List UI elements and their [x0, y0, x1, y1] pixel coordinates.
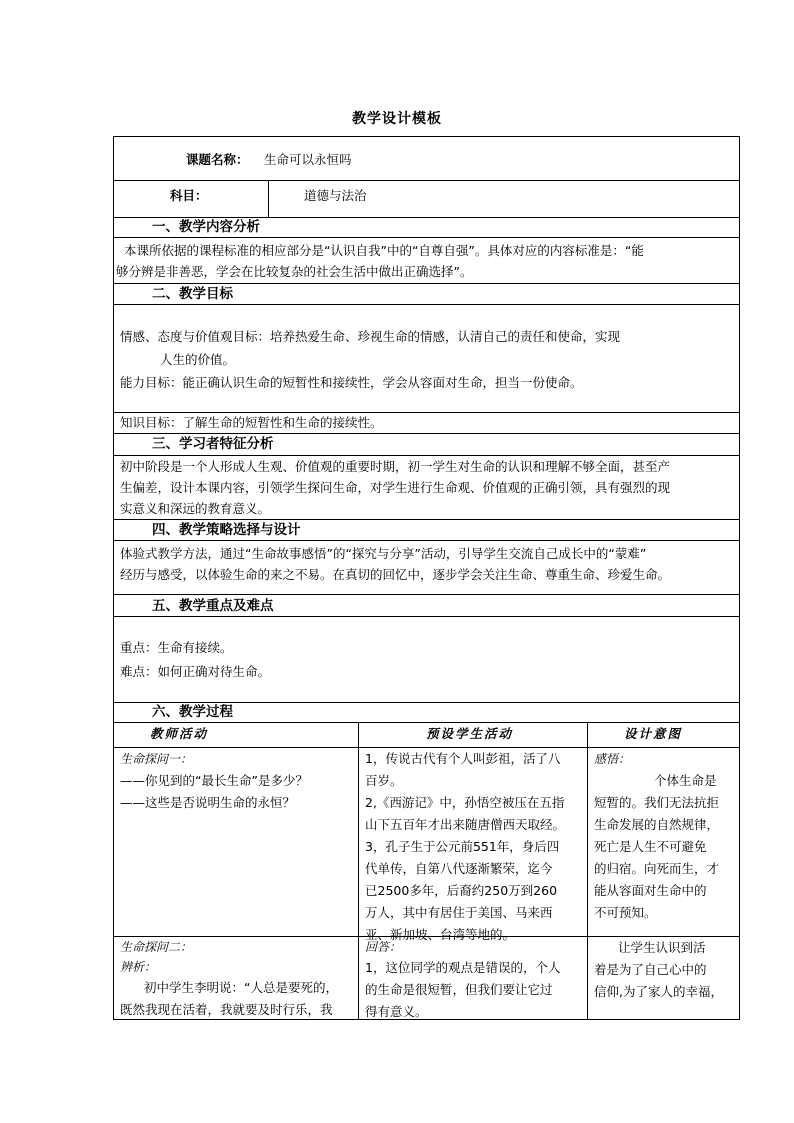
student-line: 回答：: [365, 940, 402, 954]
subject-divider: [268, 181, 269, 217]
intent-line: 信仰,为了家人的幸福，: [594, 984, 723, 999]
section3-body: [114, 456, 739, 520]
student-line: 得有意义。: [365, 1004, 428, 1019]
col-header-teacher: 教师活动: [150, 726, 209, 741]
row1-intent: [594, 748, 719, 924]
section4-body: [114, 541, 739, 595]
section3-line: 实意义和深远的教育意义。: [120, 501, 271, 516]
section6-header: [114, 703, 739, 723]
ability-goal: 能力目标：能正确认识生命的短暂性和接续性，学会从容面对生命，担当一份使命。: [120, 375, 583, 390]
teacher-line: ——这些是否说明生命的永恒？: [120, 795, 296, 810]
col-header-intent: 设计意图: [624, 726, 683, 741]
section3-text: [120, 456, 670, 519]
column-divider: [587, 723, 588, 1020]
section3-line: 生偏差，设计本课内容，引领学生探问生命，对学生进行生命观、价值观的正确引领，具有强烈的现: [120, 480, 671, 495]
student-line: 百岁。: [365, 773, 403, 788]
section1-text: [116, 240, 644, 282]
course-row: [114, 137, 739, 181]
intent-line: 的归宿。向死而生，才: [594, 861, 720, 876]
emotion-goal: 情感、态度与价值观目标：培养热爱生命、珍视生命的情感，认清自己的责任和使命，实现: [120, 329, 621, 344]
section2-body: [114, 305, 739, 434]
section1-header: [114, 218, 739, 238]
section1-body: [114, 238, 739, 284]
teacher-line: 既然我现在活着，我就要及时行乐，我: [120, 1002, 333, 1017]
row2-intent: [594, 937, 723, 1003]
row1-student: [365, 748, 565, 946]
intent-line: 能从容面对生命中的: [594, 883, 707, 898]
teacher-line: ——你见到的“最长生命”是多少？: [120, 773, 308, 788]
section5-body: [114, 617, 739, 703]
section5-header: [114, 595, 739, 617]
section2-heading: 二、教学目标: [152, 286, 233, 302]
intent-line: 死亡是人生不可避免: [594, 839, 707, 854]
teacher-line: 生命探问二：: [120, 940, 193, 954]
student-line: 2,《西游记》中，孙悟空被压在五指: [365, 795, 565, 810]
difficult-point: 难点：如何正确对待生命。: [120, 664, 271, 679]
intent-line: 不可预知。: [594, 905, 657, 920]
course-label: 课题名称：: [186, 152, 249, 167]
row2-teacher: [120, 937, 338, 1020]
section3-heading: 三、学习者特征分析: [152, 436, 274, 452]
student-line: 代单传，自第八代逐渐繁荣，迄今: [365, 861, 553, 876]
intent-line: 让学生认识到活: [618, 940, 706, 955]
document-title: 教学设计模板: [352, 111, 442, 127]
row1-teacher: [120, 748, 308, 814]
knowledge-goal: 知识目标：了解生命的短暂性和生命的接续性。: [120, 415, 383, 430]
course-value: 生命可以永恒吗: [264, 152, 352, 167]
row2-student: [365, 937, 560, 1020]
teacher-line: 初中学生李明说：“人总是要死的，: [144, 980, 338, 995]
section1-line: 本课所依据的课程标准的相应部分是“认识自我”中的“自尊自强”。具体对应的内容标准是：“能: [124, 243, 644, 258]
student-line: 山下五百年才出来随唐僧西天取经。: [365, 817, 566, 832]
student-line: 万人，其中有居住于美国、马来西: [365, 905, 553, 920]
section2-header: [114, 284, 739, 305]
subject-label: 科目：: [170, 188, 208, 203]
student-line: 已2500多年，后裔约250万到260: [365, 883, 558, 898]
column-divider: [358, 723, 359, 1020]
col-header-student: 预设学生活动: [426, 726, 514, 741]
student-line: 亚、新加坡、台湾等地的。: [365, 927, 516, 942]
subject-row: [114, 181, 739, 218]
student-line: 3，孔子生于公元前551年，身后四: [365, 839, 560, 854]
intent-line: 生命发展的自然规律，: [594, 817, 720, 832]
student-line: 1，这位同学的观点是错误的，个人: [365, 960, 561, 975]
intent-line: 短暂的。我们无法抗拒: [594, 795, 720, 810]
process-table: [114, 723, 739, 1020]
section4-heading: 四、教学策略选择与设计: [152, 522, 301, 538]
intent-line: 个体生命是: [654, 773, 717, 788]
student-line: 1，传说古代有个人叫彭祖，活了八: [365, 751, 561, 766]
section3-header: [114, 434, 739, 456]
intent-line: 着是为了自己心中的: [594, 962, 707, 977]
section4-text: [120, 543, 670, 585]
key-point: 重点：生命有接续。: [120, 640, 233, 655]
intent-line: 感悟：: [594, 752, 631, 766]
lesson-plan-table: [113, 136, 740, 1020]
section4-header: [114, 520, 739, 541]
teacher-line: 辨析：: [120, 960, 157, 974]
section3-line: 初中阶段是一个人形成人生观、价值观的重要时期，初一学生对生命的认识和理解不够全面，甚至产: [120, 459, 671, 474]
section1-line: 够分辨是非善恶，学会在比较复杂的社会生活中做出正确选择”。: [116, 264, 473, 279]
teacher-line: 生命探问一：: [120, 752, 193, 766]
student-line: 的生命是很短暂，但我们要让它过: [365, 982, 553, 997]
section4-line: 经历与感受，以体验生命的来之不易。在真切的回忆中，逐步学会关注生命、尊重生命、珍爱生命。: [120, 567, 671, 582]
section1-heading: 一、教学内容分析: [152, 219, 260, 235]
section6-heading: 六、教学过程: [152, 704, 233, 720]
section4-line: 体验式教学方法，通过“生命故事感悟”的“探究与分享”活动，引导学生交流自己成长中的“蒙难”: [120, 546, 647, 561]
emotion-goal-cont: 人生的价值。: [160, 352, 236, 367]
subject-value: 道德与法治: [304, 188, 367, 203]
section5-heading: 五、教学重点及难点: [152, 598, 274, 614]
